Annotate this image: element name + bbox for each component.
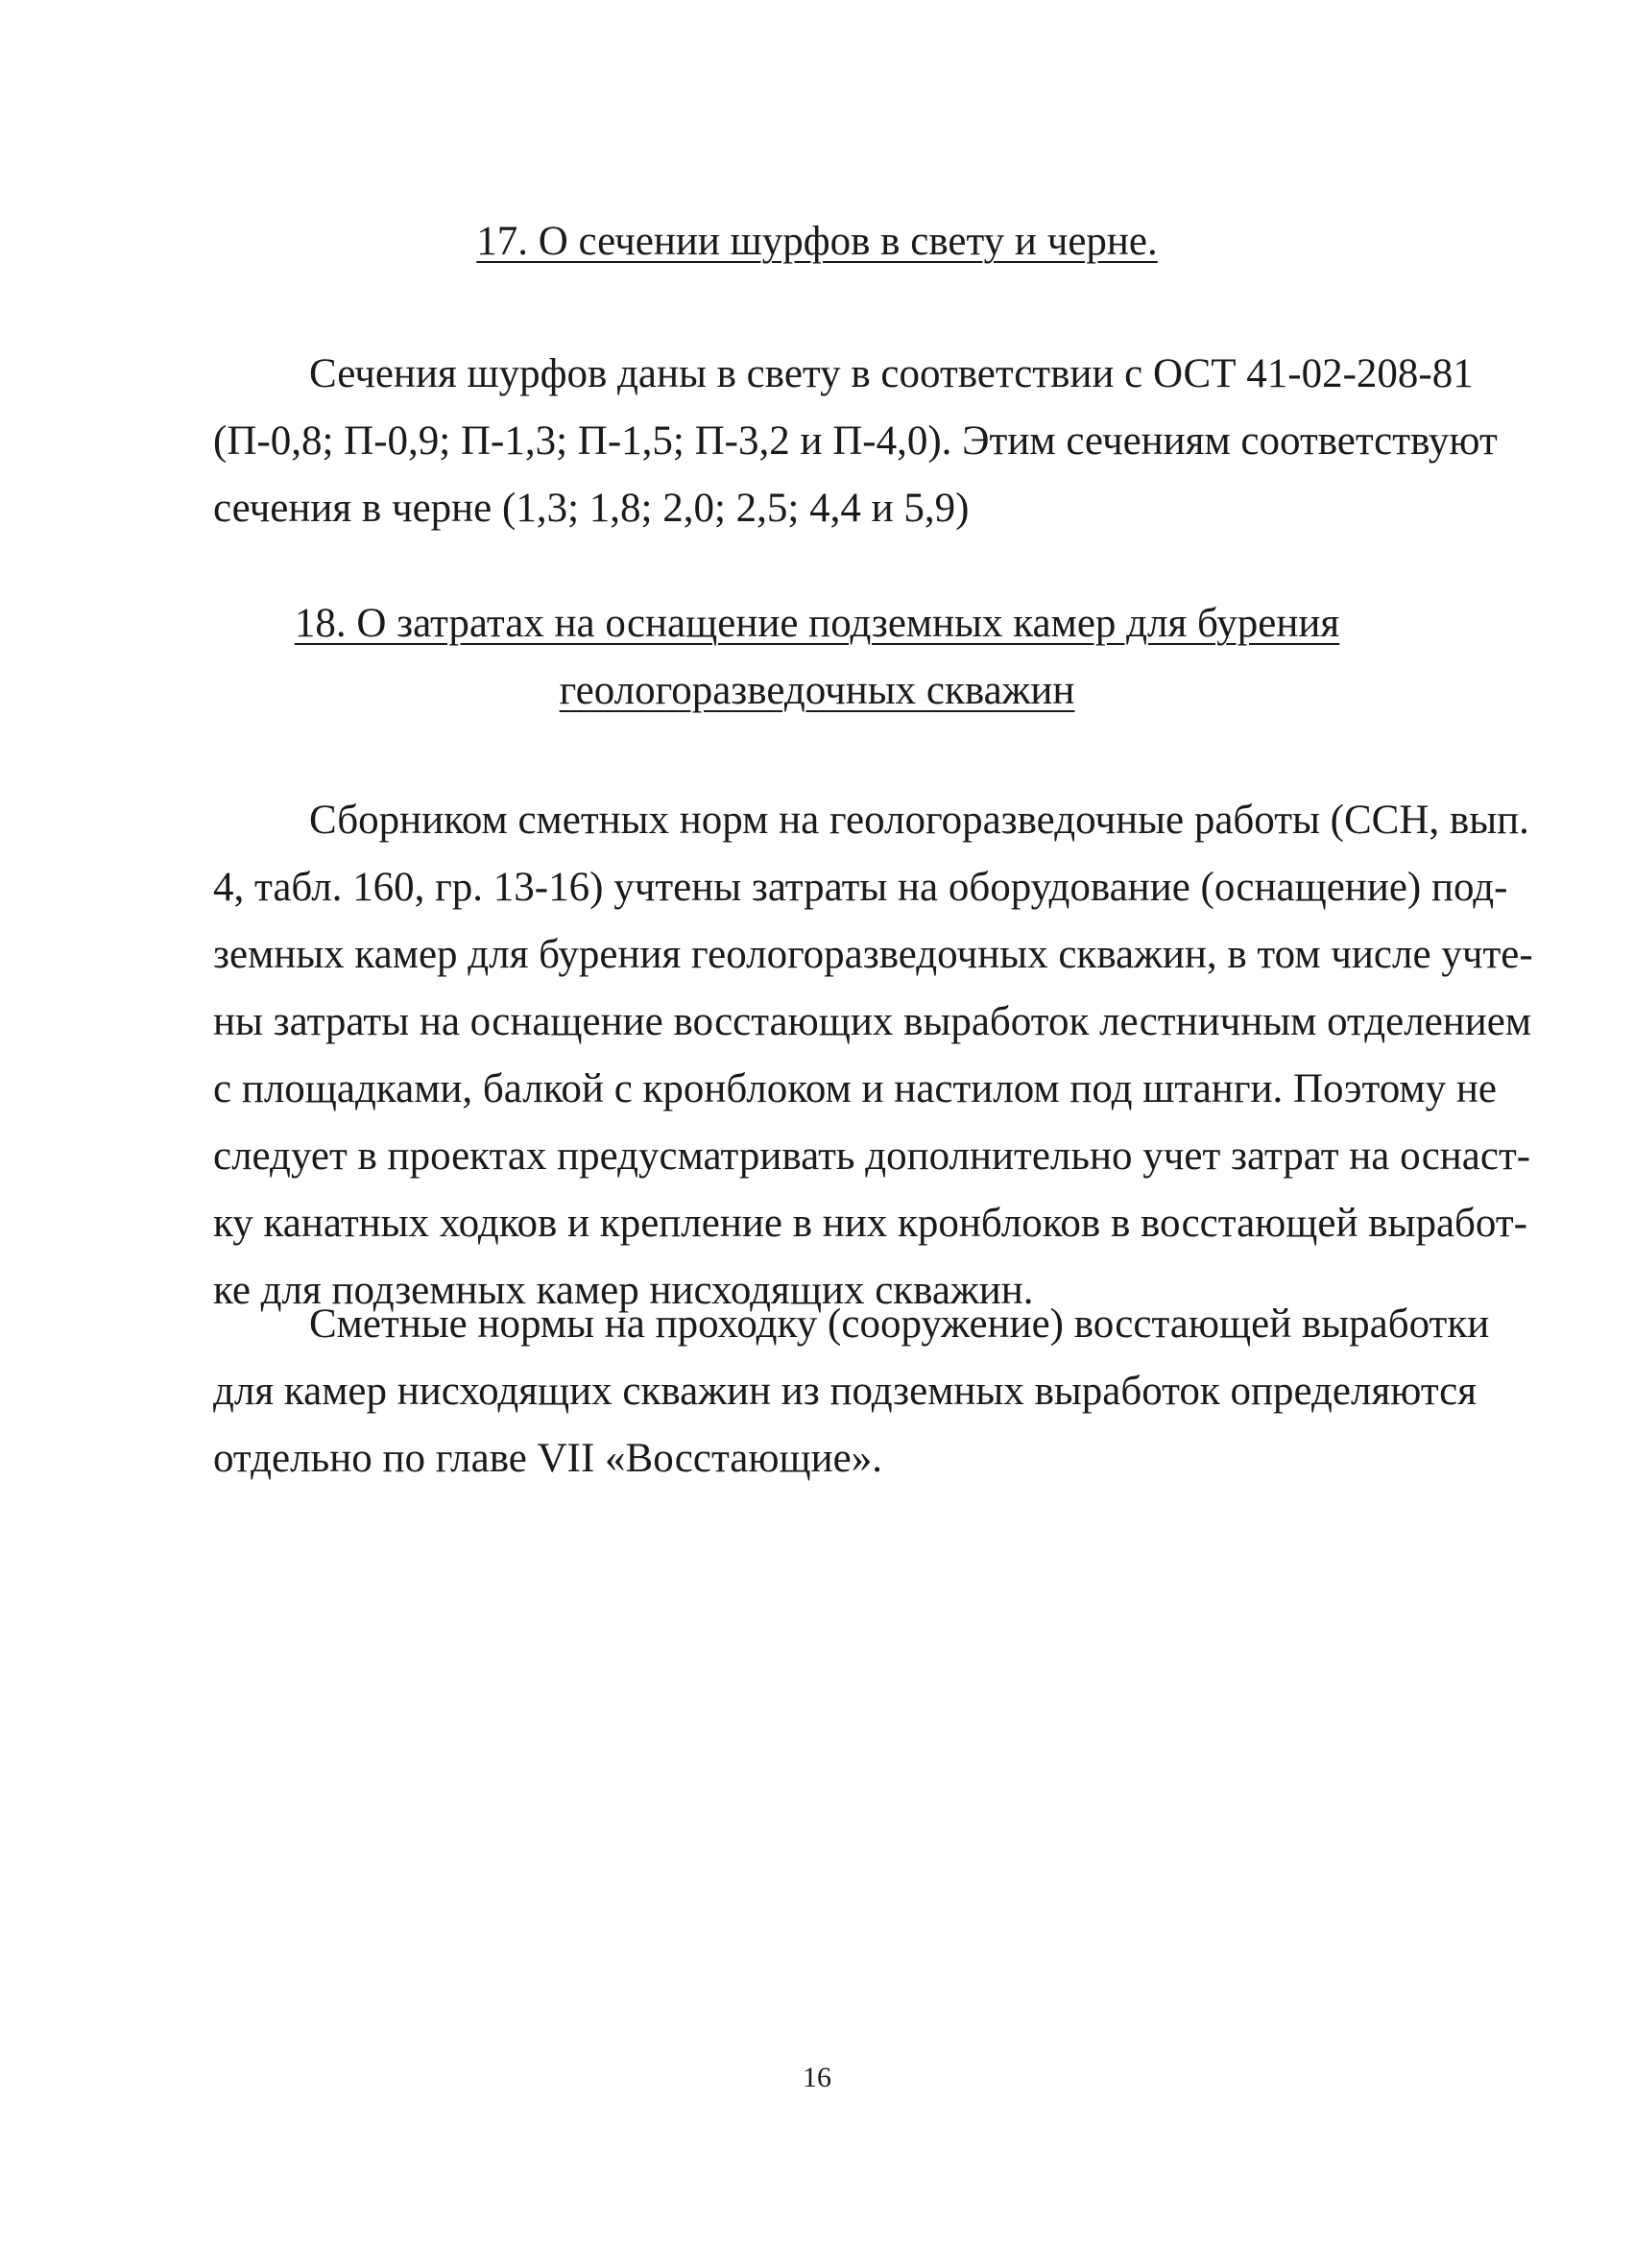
section-18-paragraph-2 (213, 1291, 1490, 1492)
paragraph-line: сечения в черне (1,3; 1,8; 2,0; 2,5; 4,4 и 5,9) (213, 486, 970, 531)
paragraph-line: Сборником сметных норм на геологоразведочные работы (ССН, вып. (309, 798, 1529, 843)
paragraph-line: 4, табл. 160, гр. 13-16) учтены затраты на оборудование (оснащение) под- (213, 865, 1508, 910)
paragraph-line: для камер нисходящих скважин из подземных выработок определяются (213, 1369, 1477, 1414)
section-18-title-line-2: геологоразведочных скважин (559, 668, 1075, 713)
section-18-title-line-1: 18. О затратах на оснащение подземных камер для бурения (294, 601, 1340, 646)
paragraph-line: ны затраты на оснащение восстающих выработок лестничным отделением (213, 999, 1532, 1044)
section-17-title: 17. О сечении шурфов в свету и черне. (476, 219, 1158, 264)
section-17-paragraph (213, 341, 1498, 542)
paragraph-line: ку канатных ходков и крепление в них кронблоков в восстающей выработ- (213, 1201, 1527, 1246)
paragraph-line: ке для подземных камер нисходящих скважин. (213, 1268, 1034, 1313)
paragraph-line: Сечения шурфов даны в свету в соответствии с ОСТ 41-02-208-81 (309, 351, 1474, 396)
paragraph-line: Сметные нормы на проходку (сооружение) восстающей выработки (309, 1301, 1490, 1347)
paragraph-line: следует в проектах предусматривать дополнительно учет затрат на оснаст- (213, 1134, 1531, 1179)
page-number: 16 (803, 2062, 831, 2093)
paragraph-line: отдельно по главе VII «Восстающие». (213, 1436, 882, 1481)
paragraph-line: с площадками, балкой с кронблоком и настилом под штанги. Поэтому не (213, 1066, 1497, 1111)
paragraph-line: (П-0,8; П-0,9; П-1,3; П-1,5; П-3,2 и П-4,0). Этим сечениям соответствуют (213, 418, 1498, 464)
paragraph-line: земных камер для бурения геологоразведочных скважин, в том числе учте- (213, 932, 1533, 977)
